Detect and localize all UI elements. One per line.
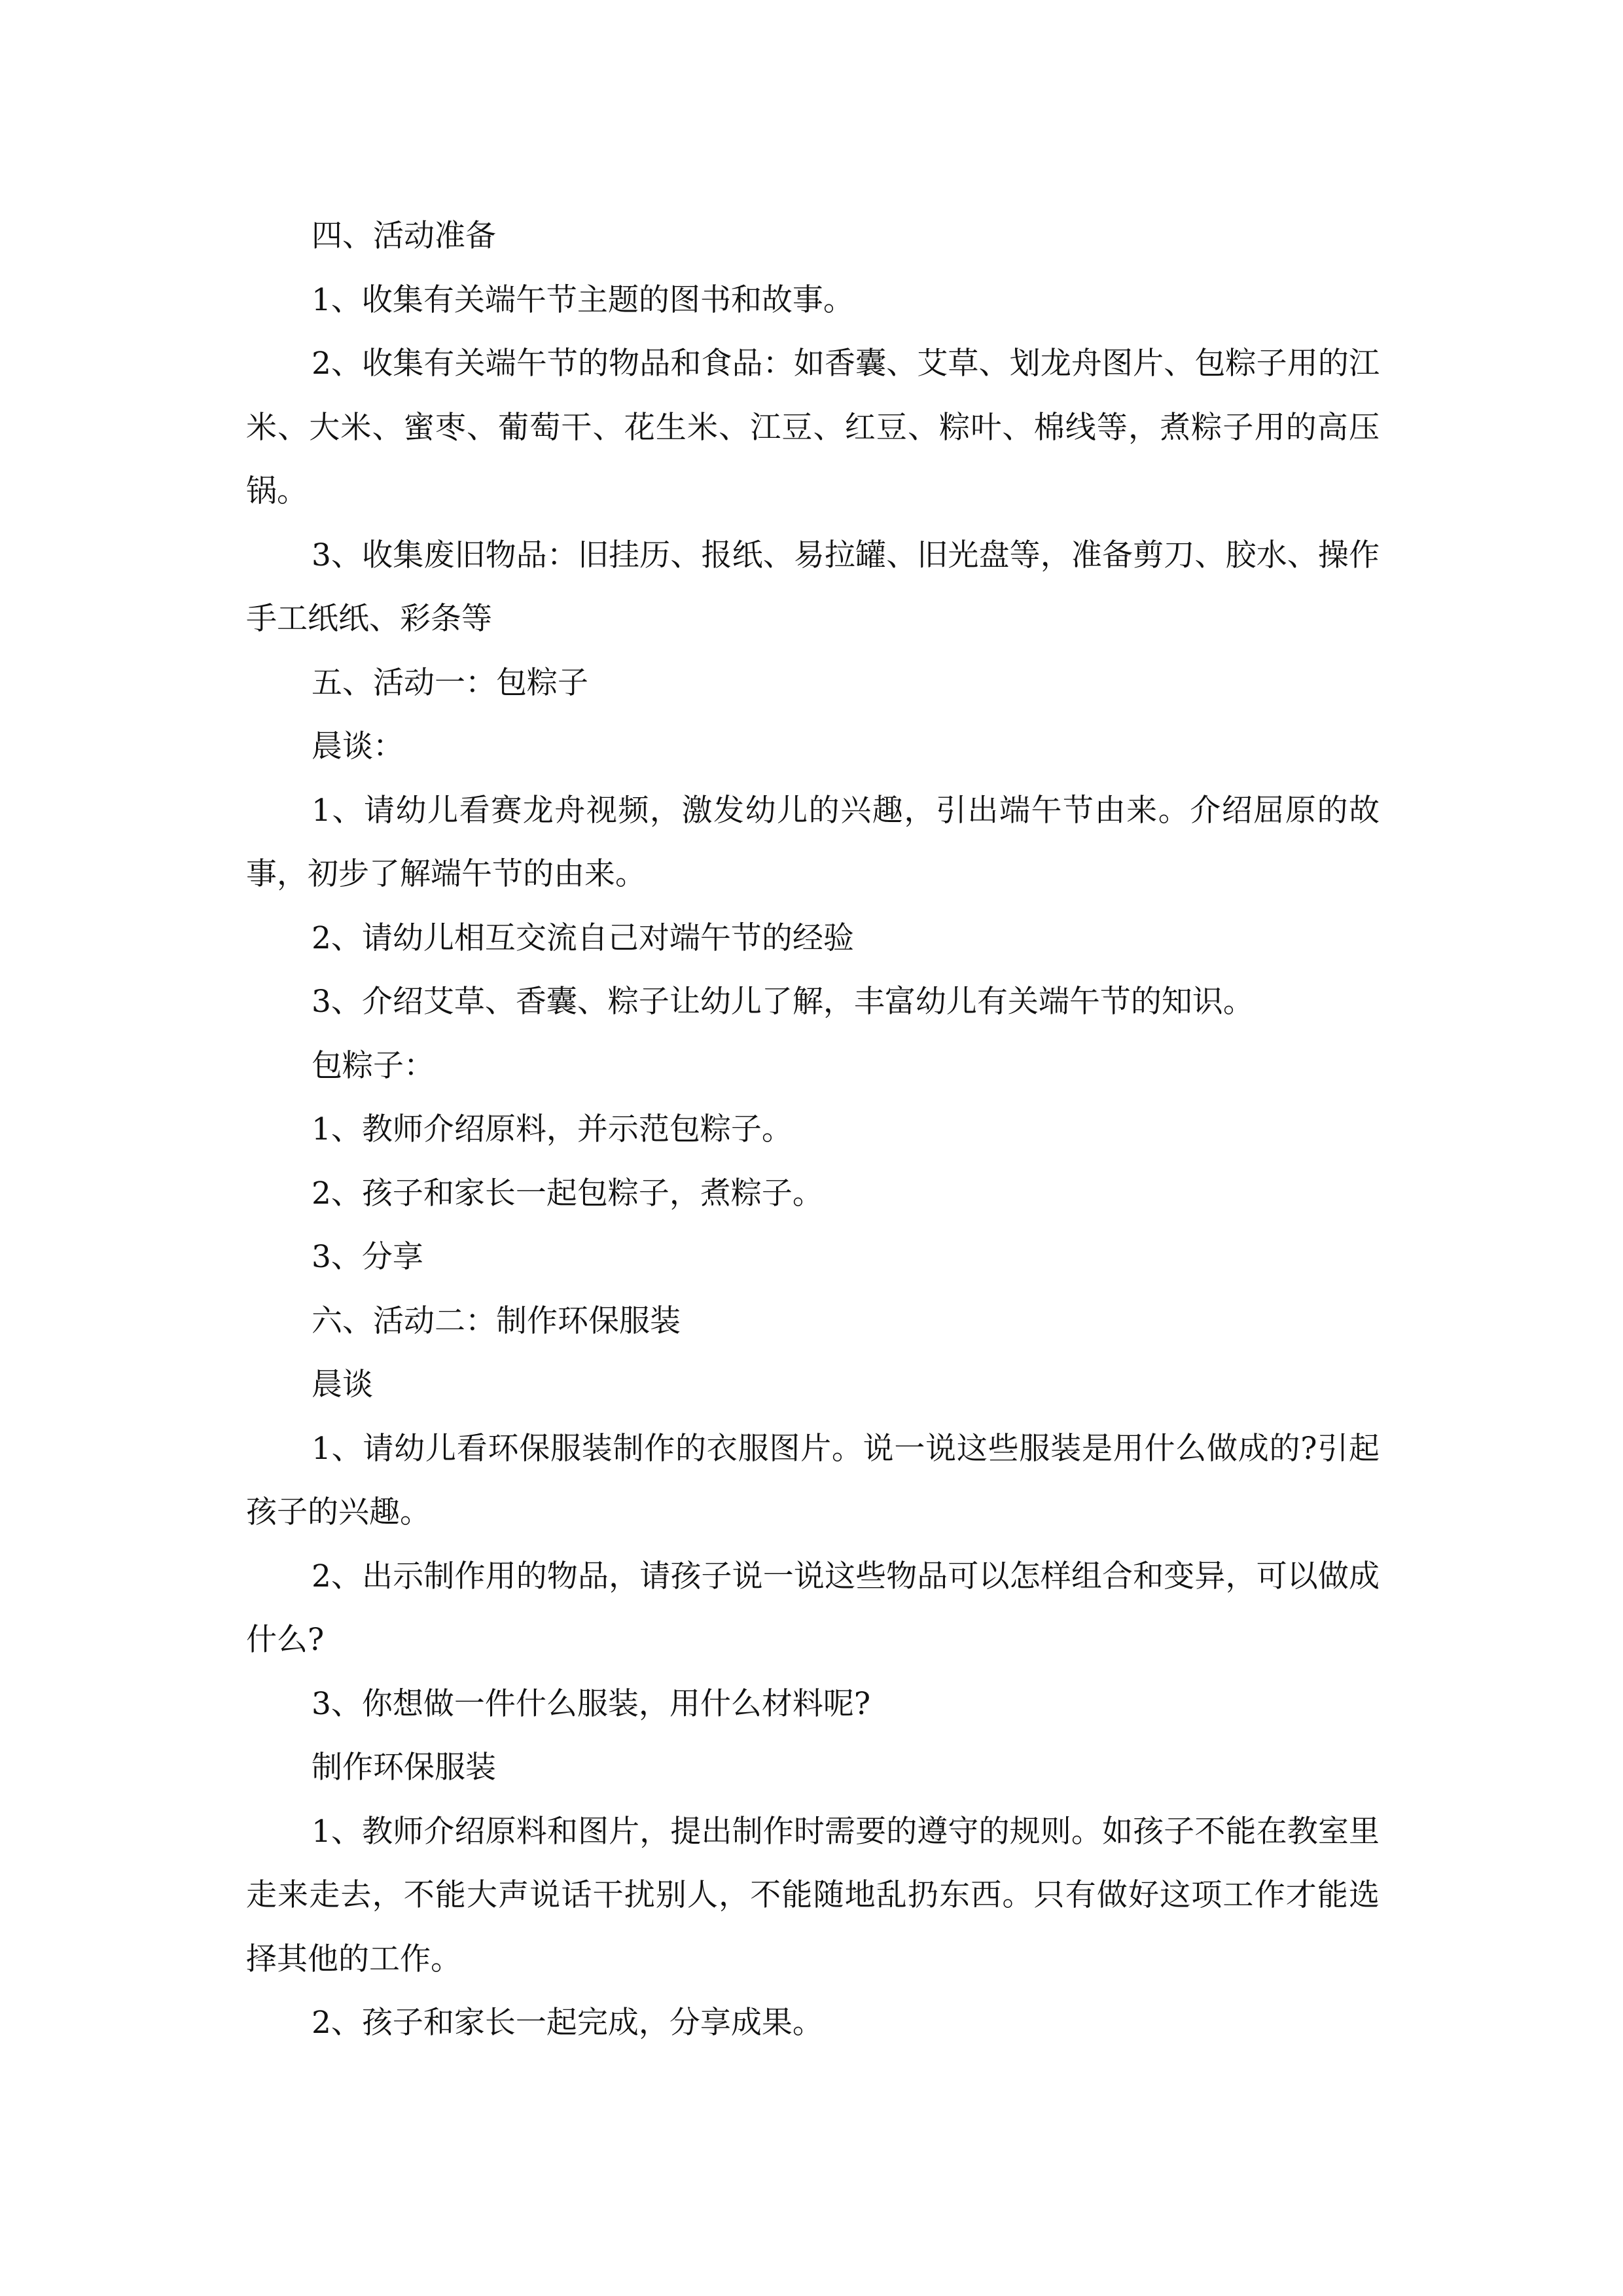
paragraph: 3、分享 [312, 1239, 423, 1275]
paragraph: 3、收集废旧物品：旧挂历、报纸、易拉罐、旧光盘等，准备剪刀、胶水、操作手工纸纸、彩条等 [246, 537, 1380, 637]
subheading: 包粽子： [312, 1047, 435, 1084]
subheading: 晨谈 [312, 1367, 373, 1403]
paragraph: 1、请幼儿看赛龙舟视频，激发幼儿的兴趣，引出端午节由来。介绍屈原的故事，初步了解端午节的由来。 [246, 792, 1380, 892]
paragraph: 2、孩子和家长一起完成，分享成果。 [312, 2005, 823, 2041]
paragraph: 1、教师介绍原料和图片，提出制作时需要的遵守的规则。如孩子不能在教室里走来走去，不能大声说话干扰别人，不能随地乱扔东西。只有做好这项工作才能选择其他的工作。 [246, 1813, 1380, 1977]
section-heading-preparation: 四、活动准备 [312, 218, 496, 254]
paragraph: 2、收集有关端午节的物品和食品：如香囊、艾草、划龙舟图片、包粽子用的江米、大米、蜜枣、葡萄干、花生米、江豆、红豆、粽叶、棉线等，煮粽子用的高压锅。 [246, 346, 1380, 509]
paragraph: 3、你想做一件什么服装，用什么材料呢? [312, 1685, 871, 1722]
paragraph: 2、出示制作用的物品，请孩子说一说这些物品可以怎样组合和变异，可以做成什么? [246, 1558, 1380, 1658]
subheading: 制作环保服装 [312, 1749, 496, 1785]
paragraph: 1、请幼儿看环保服装制作的衣服图片。说一说这些服装是用什么做成的?引起孩子的兴趣。 [246, 1430, 1380, 1530]
section-heading-activity-two: 六、活动二：制作环保服装 [312, 1302, 681, 1339]
section-heading-activity-one: 五、活动一：包粽子 [312, 664, 588, 701]
paragraph: 1、收集有关端午节主题的图书和故事。 [312, 281, 854, 318]
paragraph: 1、教师介绍原料，并示范包粽子。 [312, 1111, 793, 1147]
paragraph: 3、介绍艾草、香囊、粽子让幼儿了解，丰富幼儿有关端午节的知识。 [312, 984, 1254, 1020]
paragraph: 2、请幼儿相互交流自己对端午节的经验 [312, 920, 854, 956]
paragraph: 2、孩子和家长一起包粽子，煮粽子。 [312, 1175, 823, 1211]
subheading: 晨谈： [312, 728, 404, 764]
document-body [246, 204, 1380, 2055]
